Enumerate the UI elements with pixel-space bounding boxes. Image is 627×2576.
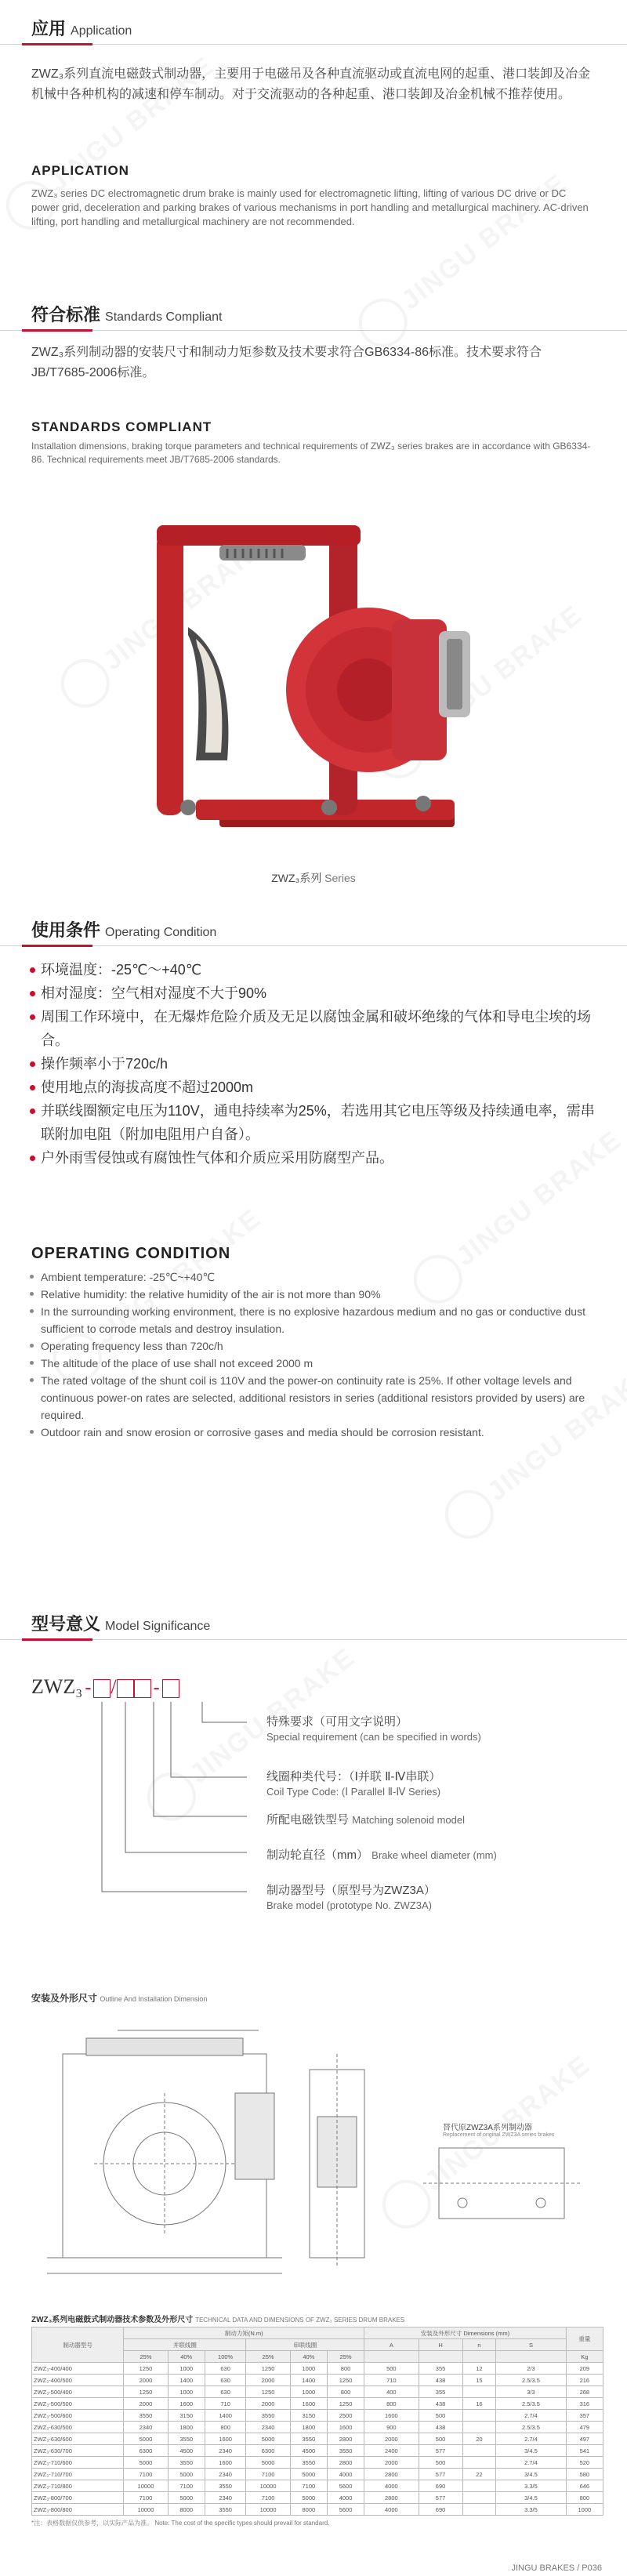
table-cell: ZWZ₃-710/800	[32, 2480, 124, 2492]
table-cell: 2000	[364, 2457, 419, 2469]
table-cell: ZWZ₃-710/700	[32, 2469, 124, 2480]
table-cell: 12	[462, 2363, 496, 2375]
table-cell: 2.7/4	[496, 2457, 566, 2469]
table-cell: 500	[419, 2433, 462, 2445]
table-cell: 3.3/5	[496, 2480, 566, 2492]
table-header-cell: 并联线圈	[124, 2339, 246, 2351]
list-item: 操作频率小于720c/h	[30, 1052, 602, 1076]
table-cell: ZWZ₃-400/500	[32, 2375, 124, 2386]
table-cell: 800	[364, 2398, 419, 2410]
table-cell: 800	[205, 2422, 246, 2433]
table-cell: ZWZ₃-630/700	[32, 2445, 124, 2457]
table-cell: 3150	[168, 2410, 205, 2422]
list-item: 户外雨雪侵蚀或有腐蚀性气体和介质应采用防腐型产品。	[30, 1146, 602, 1170]
table-cell: 2340	[246, 2422, 290, 2433]
table-cell: 7100	[168, 2480, 205, 2492]
table-row	[32, 2398, 603, 2410]
table-cell: 580	[566, 2469, 603, 2480]
model-label-special: 特殊要求（可用文字说明） Special requirement (can be specified in words)	[266, 1715, 481, 1743]
table-cell: 5000	[124, 2433, 168, 2445]
table-cell: 316	[566, 2398, 603, 2410]
table-cell: 1600	[205, 2433, 246, 2445]
table-cell: 1250	[246, 2386, 290, 2398]
table-cell: 2800	[327, 2433, 364, 2445]
table-cell	[462, 2445, 496, 2457]
table-header-cell: S	[496, 2339, 566, 2351]
table-cell: 5000	[246, 2457, 290, 2469]
table-cell: 3550	[290, 2433, 327, 2445]
model-label-brake: 制动器型号（原型号为ZWZ3A） Brake model (prototype No. ZWZ3A)	[266, 1884, 436, 1911]
table-cell: 1250	[327, 2398, 364, 2410]
table-cell: 22	[462, 2469, 496, 2480]
conditions-list-cn	[30, 958, 602, 1170]
table-cell: 16	[462, 2398, 496, 2410]
table-cell: 1600	[327, 2422, 364, 2433]
table-cell: 2000	[364, 2433, 419, 2445]
table-cell: 1400	[205, 2410, 246, 2422]
list-item: 相对湿度：空气相对湿度不大于90%	[30, 981, 602, 1005]
table-cell: 5000	[168, 2492, 205, 2504]
table-cell: 2.5/3.5	[496, 2422, 566, 2433]
table-cell: 2340	[205, 2445, 246, 2457]
list-item: 周围工作环境中，在无爆炸危险介质及无足以腐蚀金属和破坏绝缘的气体和导电尘埃的场合。	[30, 1005, 602, 1052]
model-code: ZWZ₃ - / -	[31, 1675, 179, 1699]
table-cell: 1800	[168, 2422, 205, 2433]
list-item: The altitude of the place of use shall not exceed 2000 m	[30, 1355, 602, 1372]
table-cell: 5600	[327, 2504, 364, 2516]
table-cell: ZWZ₃-500/600	[32, 2410, 124, 2422]
table-cell: 800	[327, 2363, 364, 2375]
table-cell	[462, 2422, 496, 2433]
table-cell: 268	[566, 2386, 603, 2398]
table-cell: 577	[419, 2469, 462, 2480]
table-cell: 2000	[124, 2398, 168, 2410]
table-cell: 2.5/3.5	[496, 2375, 566, 2386]
table-cell: 2000	[246, 2375, 290, 2386]
section-header	[0, 909, 627, 947]
table-cell: 20	[462, 2433, 496, 2445]
table-cell: 4500	[290, 2445, 327, 2457]
table-cell: 2000	[124, 2375, 168, 2386]
table-header-cell: A	[364, 2339, 419, 2351]
table-cell: 7100	[124, 2492, 168, 2504]
table-cell: 690	[419, 2480, 462, 2492]
table-header-cell: 制动力矩(N.m)	[124, 2327, 364, 2339]
table-cell: 3550	[205, 2480, 246, 2492]
table-row	[32, 2422, 603, 2433]
section-title: 符合标准 Standards Compliant	[31, 305, 223, 325]
table-cell: 1600	[168, 2398, 205, 2410]
table-cell: 7100	[246, 2492, 290, 2504]
dimensions-section	[0, 1991, 627, 2297]
table-cell: 1250	[327, 2375, 364, 2386]
list-item: Outdoor rain and snow erosion or corrosive gases and media should be corrosion resistant.	[30, 1424, 602, 1441]
table-header-cell: 40%	[168, 2351, 205, 2363]
table-cell: 438	[419, 2375, 462, 2386]
table-cell: 2800	[327, 2457, 364, 2469]
table-cell: 500	[419, 2457, 462, 2469]
table-cell: 5000	[124, 2457, 168, 2469]
table-cell: 3550	[168, 2457, 205, 2469]
model-label-coil: 线圈种类代号：（Ⅰ并联 Ⅱ-Ⅳ串联） Coil Type Code: (Ⅰ Parallel Ⅱ-Ⅳ Series)	[266, 1770, 441, 1798]
product-image-section	[0, 502, 627, 894]
list-item: 并联线圈额定电压为110V，通电持续率为25%，若选用其它电压等级及持续通电率，需串联附加电阻（附加电阻用户自备）。	[30, 1099, 602, 1146]
table-cell: 357	[566, 2410, 603, 2422]
table-header-cell: Kg	[566, 2351, 603, 2363]
table-header-cell: n	[462, 2339, 496, 2351]
list-item: The rated voltage of the shunt coil is 110V and the power-on continuity rate is 25%. If other voltage levels and continuous power-on rates are selected, additional resistors in series (additional resistors provided by users) are required.	[30, 1372, 602, 1424]
table-cell: 2400	[364, 2445, 419, 2457]
table-cell: 2.7/4	[496, 2410, 566, 2422]
standards-section	[0, 294, 627, 498]
table-header-cell: 安装及外形尺寸 Dimensions (mm)	[364, 2327, 567, 2339]
table-row	[32, 2457, 603, 2469]
table-row	[32, 2492, 603, 2504]
table-note: *注：表格数据仅供参考，以实际产品为准。 Note: The cost of the specific types should prevail for standard.	[31, 2520, 330, 2527]
table-title: ZWZ₃系列电磁鼓式制动器技术参数及外形尺寸 TECHNICAL DATA AND DIMENSIONS OF ZWZ₃ SERIES DRUM BRAKES	[31, 2316, 405, 2324]
table-row	[32, 2504, 603, 2516]
table-cell: 2/3	[496, 2363, 566, 2375]
table-cell: 3/4.5	[496, 2492, 566, 2504]
table-cell: 3550	[327, 2445, 364, 2457]
table-cell: 1800	[290, 2422, 327, 2433]
table-cell: 7100	[290, 2480, 327, 2492]
standards-text-cn: ZWZ₃系列制动器的安装尺寸和制动力矩参数及技术要求符合GB6334-86标准。技术要求符合JB/T7685-2006标准。	[31, 346, 542, 379]
table-header-cell: 重量	[566, 2327, 603, 2351]
table-row	[32, 2433, 603, 2445]
table-cell: ZWZ₃-400/400	[32, 2363, 124, 2375]
list-item: Operating frequency less than 720c/h	[30, 1337, 602, 1355]
table-cell: 3150	[290, 2410, 327, 2422]
table-cell: 2800	[364, 2469, 419, 2480]
table-cell: 1000	[290, 2363, 327, 2375]
table-cell: 690	[419, 2504, 462, 2516]
table-cell: 1000	[168, 2386, 205, 2398]
table-cell: 10000	[246, 2504, 290, 2516]
table-header-cell: 串联线圈	[246, 2339, 364, 2351]
table-cell: 1000	[566, 2504, 603, 2516]
table-cell: 5000	[168, 2469, 205, 2480]
table-cell: 6300	[246, 2445, 290, 2457]
table-cell: 2340	[124, 2422, 168, 2433]
table-cell: 1000	[290, 2386, 327, 2398]
table-cell: 10000	[246, 2480, 290, 2492]
table-cell: 630	[205, 2363, 246, 2375]
list-item: 使用地点的海拔高度不超过2000m	[30, 1076, 602, 1099]
table-cell: 4000	[364, 2504, 419, 2516]
table-row	[32, 2410, 603, 2422]
table-cell: 3550	[290, 2457, 327, 2469]
application-section	[0, 8, 627, 267]
standards-text-en: Installation dimensions, braking torque parameters and technical requirements of ZWZ₃ series brakes are in accordance with GB6334-86. Technical requirements meet JB/T7685-2006 standards.	[31, 441, 591, 465]
table-cell: 3550	[124, 2410, 168, 2422]
table-cell	[462, 2457, 496, 2469]
table-cell: 438	[419, 2422, 462, 2433]
table-cell: 7100	[246, 2469, 290, 2480]
table-header-cell: 40%	[290, 2351, 327, 2363]
table-cell: 4000	[364, 2480, 419, 2492]
table-cell: 479	[566, 2422, 603, 2433]
table-cell: 500	[364, 2363, 419, 2375]
table-row	[32, 2363, 603, 2375]
table-cell: 5000	[290, 2492, 327, 2504]
conditions-section	[0, 909, 627, 1568]
section-header	[0, 8, 627, 45]
table-row	[32, 2469, 603, 2480]
table-cell: 1400	[290, 2375, 327, 2386]
table-cell: 646	[566, 2480, 603, 2492]
table-cell: 800	[327, 2386, 364, 2398]
table-cell: 3550	[168, 2433, 205, 2445]
table-cell: ZWZ₃-800/700	[32, 2492, 124, 2504]
table-cell: 216	[566, 2375, 603, 2386]
application-text-en: ZWZ₃ series DC electromagnetic drum brake is mainly used for electromagnetic lifting, lifting of various DC drive or DC power grid, deceleration and parking brakes of various mechanisms in port handling and metallurgical machinery. AC-driven lifting, port handling and metallurgical machinery are not recommended.	[31, 187, 589, 227]
table-cell: 8000	[290, 2504, 327, 2516]
table-cell: 1250	[246, 2363, 290, 2375]
list-item: 环境温度：-25℃～+40℃	[30, 958, 602, 981]
table-cell: 630	[205, 2375, 246, 2386]
table-cell: 1400	[168, 2375, 205, 2386]
table-cell: 209	[566, 2363, 603, 2375]
table-cell: 1000	[168, 2363, 205, 2375]
table-cell: 3550	[205, 2504, 246, 2516]
table-cell: ZWZ₃-630/600	[32, 2433, 124, 2445]
table-cell	[462, 2386, 496, 2398]
replacement-note: 替代原ZWZ3A系列制动器 Replacement of original ZWZ3A series brakes	[443, 2124, 555, 2138]
table-cell	[462, 2492, 496, 2504]
table-cell: 3/3	[496, 2386, 566, 2398]
table-cell: 15	[462, 2375, 496, 2386]
table-cell	[462, 2504, 496, 2516]
table-cell: 577	[419, 2445, 462, 2457]
table-cell: 4000	[327, 2469, 364, 2480]
table-cell: ZWZ₃-500/500	[32, 2398, 124, 2410]
table-cell: 2800	[364, 2492, 419, 2504]
application-text-cn: ZWZ₃系列直流电磁鼓式制动器，主要用于电磁吊及各种直流驱动或直流电网的起重、港口装卸及冶金机械中各种机构的减速和停车制动。对于交流驱动的各种起重、港口装卸及冶金机械不推荐使用。	[31, 67, 591, 101]
table-cell: 1600	[364, 2410, 419, 2422]
list-item: Relative humidity: the relative humidity of the air is not more than 90%	[30, 1286, 602, 1303]
table-cell: ZWZ₃-630/500	[32, 2422, 124, 2433]
table-cell: 800	[566, 2492, 603, 2504]
table-cell: 2340	[205, 2492, 246, 2504]
table-header-cell: 100%	[205, 2351, 246, 2363]
standards-subtitle: STANDARDS COMPLIANT	[31, 419, 212, 434]
table-cell: 710	[364, 2375, 419, 2386]
model-label-solenoid: 所配电磁铁型号 Matching solenoid model	[266, 1813, 465, 1827]
list-item: Ambient temperature: -25℃~+40℃	[30, 1268, 602, 1286]
table-cell: 2340	[205, 2469, 246, 2480]
table-cell: 438	[419, 2398, 462, 2410]
table-cell: 1250	[124, 2386, 168, 2398]
table-cell: 3/4.5	[496, 2469, 566, 2480]
table-cell: 577	[419, 2492, 462, 2504]
table-header-cell: 制动器型号	[32, 2327, 124, 2363]
table-cell: 541	[566, 2445, 603, 2457]
table-header-cell: 25%	[246, 2351, 290, 2363]
table-row	[32, 2386, 603, 2398]
table-cell: 2500	[327, 2410, 364, 2422]
table-cell: 2.5/3.5	[496, 2398, 566, 2410]
table-cell: 3/4.5	[496, 2445, 566, 2457]
table-cell: 6300	[124, 2445, 168, 2457]
table-cell	[462, 2480, 496, 2492]
table-cell: 500	[419, 2410, 462, 2422]
table-cell: 630	[205, 2386, 246, 2398]
table-header-cell: 25%	[124, 2351, 168, 2363]
table-row	[32, 2375, 603, 2386]
model-section	[0, 1603, 627, 1964]
table-cell: 520	[566, 2457, 603, 2469]
table-cell: 4500	[168, 2445, 205, 2457]
spec-table	[31, 2327, 603, 2516]
model-label-wheel: 制动轮直径（mm） Brake wheel diameter (mm)	[266, 1849, 497, 1862]
table-cell: 1250	[124, 2363, 168, 2375]
spec-table-section	[0, 2313, 627, 2556]
table-cell: 1600	[290, 2398, 327, 2410]
table-row	[32, 2445, 603, 2457]
table-cell: 3.3/5	[496, 2504, 566, 2516]
brake-product-illustration	[0, 502, 627, 862]
table-cell: 2.7/4	[496, 2433, 566, 2445]
section-title: 应用 Application	[31, 19, 132, 38]
table-cell: ZWZ₃-500/400	[32, 2386, 124, 2398]
table-header-cell: 25%	[327, 2351, 364, 2363]
section-title: 型号意义 Model Significance	[31, 1614, 211, 1634]
table-cell: 10000	[124, 2504, 168, 2516]
table-cell: 355	[419, 2363, 462, 2375]
table-row	[32, 2480, 603, 2492]
product-caption: ZWZ₃系列 Series	[271, 872, 356, 884]
table-cell: 2000	[246, 2398, 290, 2410]
application-subtitle: APPLICATION	[31, 163, 129, 178]
dimensions-title: 安装及外形尺寸 Outline And Installation Dimension	[31, 1993, 208, 2004]
list-item: In the surrounding working environment, there is no explosive hazardous medium and no gas or conductive dust sufficient to corrode metals and destroy insulation.	[30, 1303, 602, 1337]
conditions-subtitle: OPERATING CONDITION	[31, 1245, 231, 1262]
table-cell: 4000	[327, 2492, 364, 2504]
table-cell: 5000	[246, 2433, 290, 2445]
table-cell: 497	[566, 2433, 603, 2445]
table-cell: ZWZ₃-800/800	[32, 2504, 124, 2516]
table-cell: 710	[205, 2398, 246, 2410]
table-cell: 400	[364, 2386, 419, 2398]
section-header	[0, 294, 627, 332]
table-cell: 5600	[327, 2480, 364, 2492]
table-cell	[462, 2410, 496, 2422]
table-cell: 10000	[124, 2480, 168, 2492]
table-cell: 3550	[246, 2410, 290, 2422]
table-cell: 1600	[205, 2457, 246, 2469]
page-footer: JINGU BRAKES / P036	[511, 2563, 602, 2573]
table-cell: 355	[419, 2386, 462, 2398]
conditions-list-en	[30, 1268, 602, 1441]
section-title: 使用条件 Operating Condition	[31, 920, 217, 940]
table-cell: 7100	[124, 2469, 168, 2480]
table-cell: 5000	[290, 2469, 327, 2480]
table-cell: 900	[364, 2422, 419, 2433]
table-header-cell: H	[419, 2339, 462, 2351]
table-cell: 8000	[168, 2504, 205, 2516]
table-cell: ZWZ₃-710/600	[32, 2457, 124, 2469]
technical-drawing	[0, 2007, 627, 2289]
